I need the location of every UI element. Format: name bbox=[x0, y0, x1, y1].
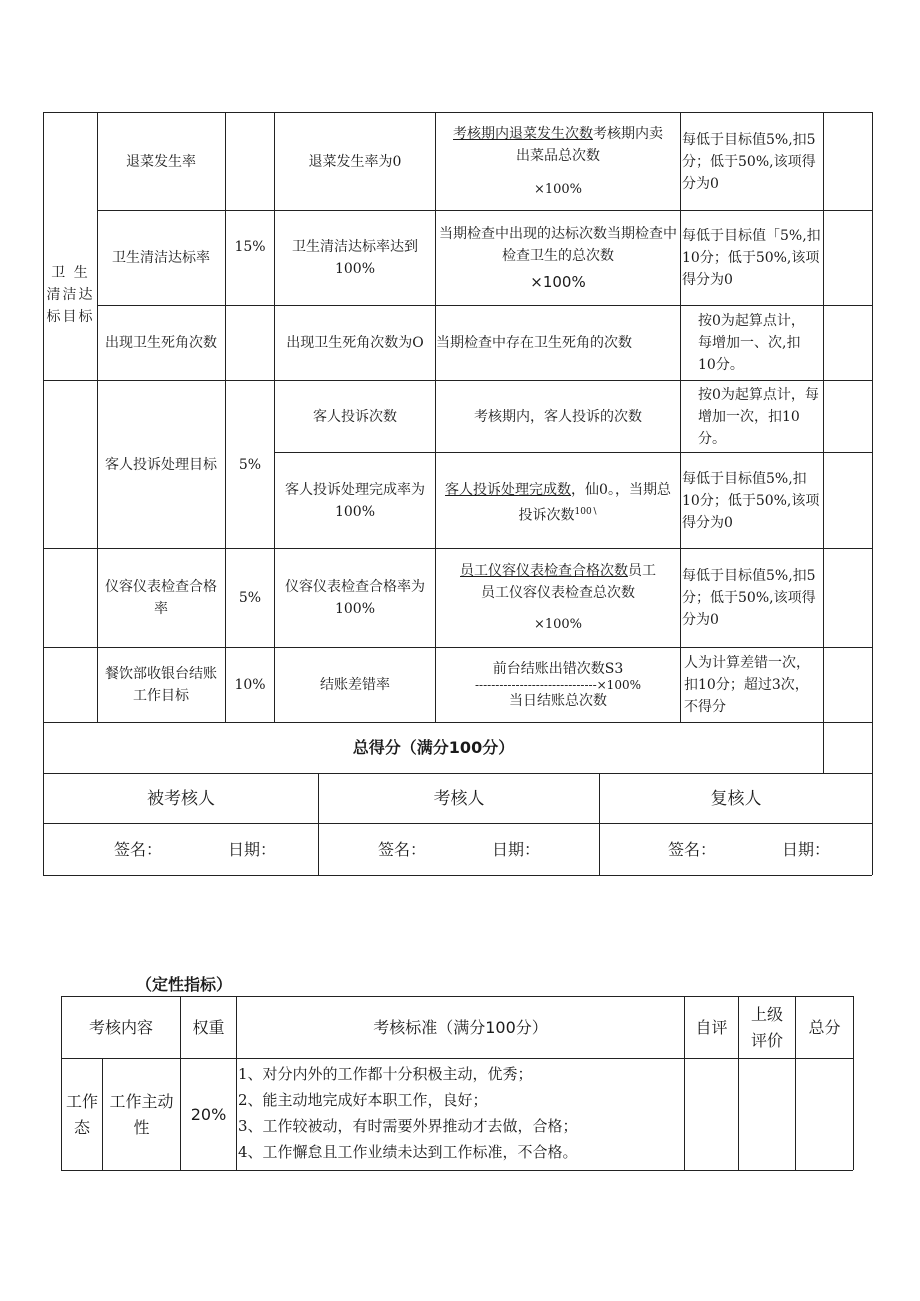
group-hygiene: 卫 生 清洁达标目标 bbox=[46, 265, 95, 325]
criteria-item: 1、对分内外的工作都十分积极主动，优秀； bbox=[238, 1065, 533, 1083]
formula-underlined: 客人投诉处理完成数 bbox=[445, 482, 572, 498]
rule-return-rate: 每低于目标值5%,扣5分；低于50%,该项得分为0 bbox=[682, 131, 816, 192]
header-superior: 上级评价 bbox=[750, 1004, 783, 1050]
rule-cashier: 人为计算差错一次，扣10分；超过3次，不得分 bbox=[684, 655, 810, 715]
rule-complaint-count: 按0为起算点计，每增加一次，扣10分。 bbox=[698, 386, 819, 447]
criteria-item: 4、工作懈怠且工作业绩未达到工作标准，不合格。 bbox=[238, 1143, 578, 1161]
rule-hygiene-rate: 每低于目标值「5%,扣10分；低于50%,该项得分为0 bbox=[682, 228, 821, 288]
formula-return-rate bbox=[436, 113, 680, 210]
rule-dead-corner: 按0为起算点计，每增加一、次,扣10分。 bbox=[698, 313, 805, 373]
header-assessee: 被考核人 bbox=[147, 788, 215, 809]
sign-field-assessee[interactable]: 签名： bbox=[113, 839, 162, 859]
date-field-assessor[interactable]: 日期： bbox=[491, 839, 540, 859]
weight-initiative: 20% bbox=[190, 1104, 227, 1124]
formula-rest-a: 员工 bbox=[628, 563, 656, 579]
criteria-list bbox=[238, 1061, 682, 1169]
date-field-assessee[interactable]: 日期： bbox=[227, 839, 276, 859]
self-score-cell[interactable] bbox=[685, 1059, 738, 1170]
formula-multiplier: ×100% bbox=[533, 617, 583, 632]
weight-cashier: 10% bbox=[234, 677, 266, 693]
header-weight: 权重 bbox=[192, 1017, 225, 1037]
formula-hygiene-rate bbox=[438, 211, 678, 305]
sign-field-assessor[interactable]: 签名： bbox=[377, 839, 426, 859]
formula-complaint-rate bbox=[440, 453, 676, 548]
formula-denominator-a: 考核期内卖 bbox=[593, 125, 663, 142]
formula-appearance bbox=[436, 549, 680, 647]
formula-top: 前台结账出错次数S3 bbox=[492, 661, 624, 677]
standard-complaint-count: 客人投诉次数 bbox=[313, 408, 397, 425]
header-self: 自评 bbox=[695, 1017, 728, 1037]
weight-complaint: 5% bbox=[238, 456, 262, 473]
header-reviewer: 复核人 bbox=[710, 788, 762, 809]
header-total: 总分 bbox=[808, 1017, 841, 1037]
weight-hygiene: 15% bbox=[234, 238, 266, 255]
formula-dead-corner: 当期检查中存在卫生死角的次数 bbox=[436, 335, 632, 351]
sign-field-reviewer[interactable]: 签名： bbox=[667, 839, 716, 859]
header-content: 考核内容 bbox=[88, 1017, 153, 1037]
caption-qualitative: （定性指标） bbox=[136, 975, 233, 994]
date-field-reviewer[interactable]: 日期： bbox=[781, 839, 830, 859]
standard-cashier: 结账差错率 bbox=[320, 677, 390, 693]
standard-hygiene-rate: 卫生清洁达标率达到100% bbox=[292, 239, 418, 277]
formula-rest: 员工仪容仪表检查总次数 bbox=[481, 585, 635, 601]
formula-multiplier: ×100% bbox=[533, 181, 583, 197]
formula-underlined: 员工仪容仪表检查合格次数 bbox=[460, 563, 628, 579]
rule-appearance: 每低于目标值5%,扣5分；低于50%,该项得分为0 bbox=[682, 568, 816, 628]
standard-appearance: 仪容仪表检查合格率为100% bbox=[285, 579, 425, 617]
formula-multiplier: ×100% bbox=[530, 273, 586, 291]
item-initiative: 工作主动性 bbox=[109, 1091, 174, 1137]
superior-score-cell[interactable] bbox=[739, 1059, 795, 1170]
item-hygiene-rate: 卫生清洁达标率 bbox=[112, 250, 210, 266]
total-score-label: 总得分（满分100分） bbox=[352, 738, 515, 757]
formula-cashier bbox=[436, 648, 680, 722]
item-cashier: 餐饮部收银台结账工作目标 bbox=[105, 666, 217, 704]
criteria-item: 3、工作较被动，有时需要外界推动才去做，合格； bbox=[238, 1117, 578, 1135]
total-score-cell[interactable] bbox=[796, 1059, 853, 1170]
formula-denominator-b: 出菜品总次数 bbox=[516, 147, 600, 164]
formula-complaint-count: 考核期内，客人投诉的次数 bbox=[474, 408, 642, 425]
formula-rest: ，仙0。，当期总投诉次数 bbox=[518, 482, 671, 524]
item-appearance: 仪容仪表检查合格率 bbox=[105, 579, 217, 617]
item-return-rate: 退菜发生率 bbox=[126, 153, 196, 170]
standard-complaint-rate: 客人投诉处理完成率为100% bbox=[285, 481, 425, 520]
item-complaint: 客人投诉处理目标 bbox=[105, 456, 217, 473]
category-work-attitude: 工作态 bbox=[65, 1091, 98, 1137]
weight-appearance: 5% bbox=[238, 590, 262, 606]
rule-complaint-rate: 每低于目标值5%,扣10分；低于50%,该项得分为0 bbox=[682, 470, 820, 531]
item-dead-corner: 出现卫生死角次数 bbox=[105, 335, 217, 351]
standard-return-rate: 退菜发生率为0 bbox=[308, 153, 402, 170]
formula-text: 当期检查中出现的达标次数当期检查中检查卫生的总次数 bbox=[439, 226, 677, 264]
formula-tiny: 100∖ bbox=[574, 507, 598, 517]
formula-line: ------------------------------×100% bbox=[474, 678, 641, 692]
standard-dead-corner: 出现卫生死角次数为O bbox=[286, 335, 424, 351]
formula-numerator: 考核期内退菜发生次数 bbox=[453, 125, 593, 142]
header-assessor: 考核人 bbox=[433, 788, 485, 809]
criteria-item: 2、能主动地完成好本职工作，良好； bbox=[238, 1091, 488, 1109]
formula-bottom: 当日结账总次数 bbox=[509, 693, 607, 709]
header-standard: 考核标准（满分100分） bbox=[373, 1017, 548, 1037]
